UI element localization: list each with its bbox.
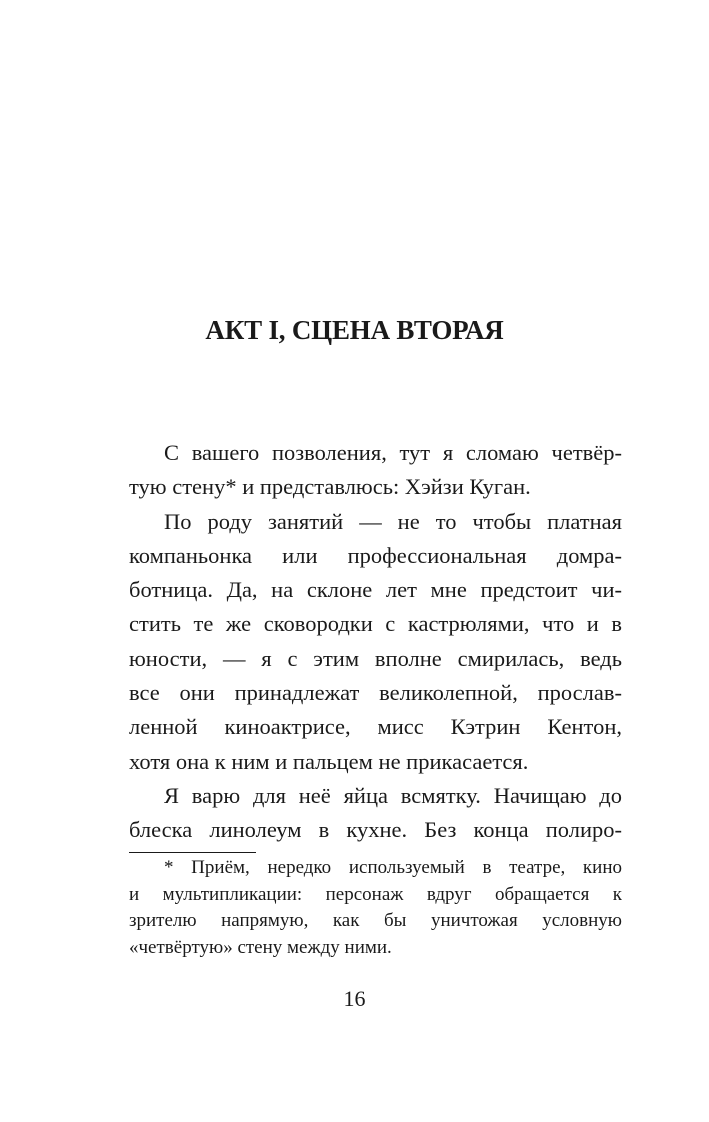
chapter-title: АКТ I, СЦЕНА ВТОРАЯ xyxy=(205,315,504,345)
body-line: компаньонка или профессиональная домра- xyxy=(129,542,622,568)
footnote-line: * Приём, нередко используемый в театре, кино xyxy=(164,857,622,878)
footnote xyxy=(129,855,622,961)
body-text xyxy=(129,436,622,848)
body-line: блеска линолеум в кухне. Без конца полиро- xyxy=(129,817,622,843)
body-line: хотя она к ним и пальцем не прикасается. xyxy=(129,748,529,774)
body-line: юности, — я с этим вполне смирилась, ведь xyxy=(129,645,622,671)
body-line: все они принадлежат великолепной, прослав- xyxy=(129,680,622,706)
body-line: ленной киноактрисе, мисс Кэтрин Кентон, xyxy=(129,714,622,740)
footnote-line: «четвёртую» стену между ними. xyxy=(129,936,392,958)
footnote-line: и мультипликации: персонаж вдруг обращается к xyxy=(129,883,622,905)
footnote-line: зрителю напрямую, как бы уничтожая условную xyxy=(129,910,622,931)
body-line: ботница. Да, на склоне лет мне предстоит чи- xyxy=(129,577,622,603)
body-line: тую стену* и представлюсь: Хэйзи Куган. xyxy=(129,474,531,500)
body-line: стить те же сковородки с кастрюлями, что и в xyxy=(129,611,622,637)
page-number: 16 xyxy=(343,986,366,1011)
body-line: Я варю для неё яйца всмятку. Начищаю до xyxy=(164,782,622,808)
body-line: По роду занятий — не то чтобы платная xyxy=(164,508,622,534)
footnote-divider xyxy=(129,852,256,853)
body-line: С вашего позволения, тут я сломаю четвёр- xyxy=(164,440,622,465)
